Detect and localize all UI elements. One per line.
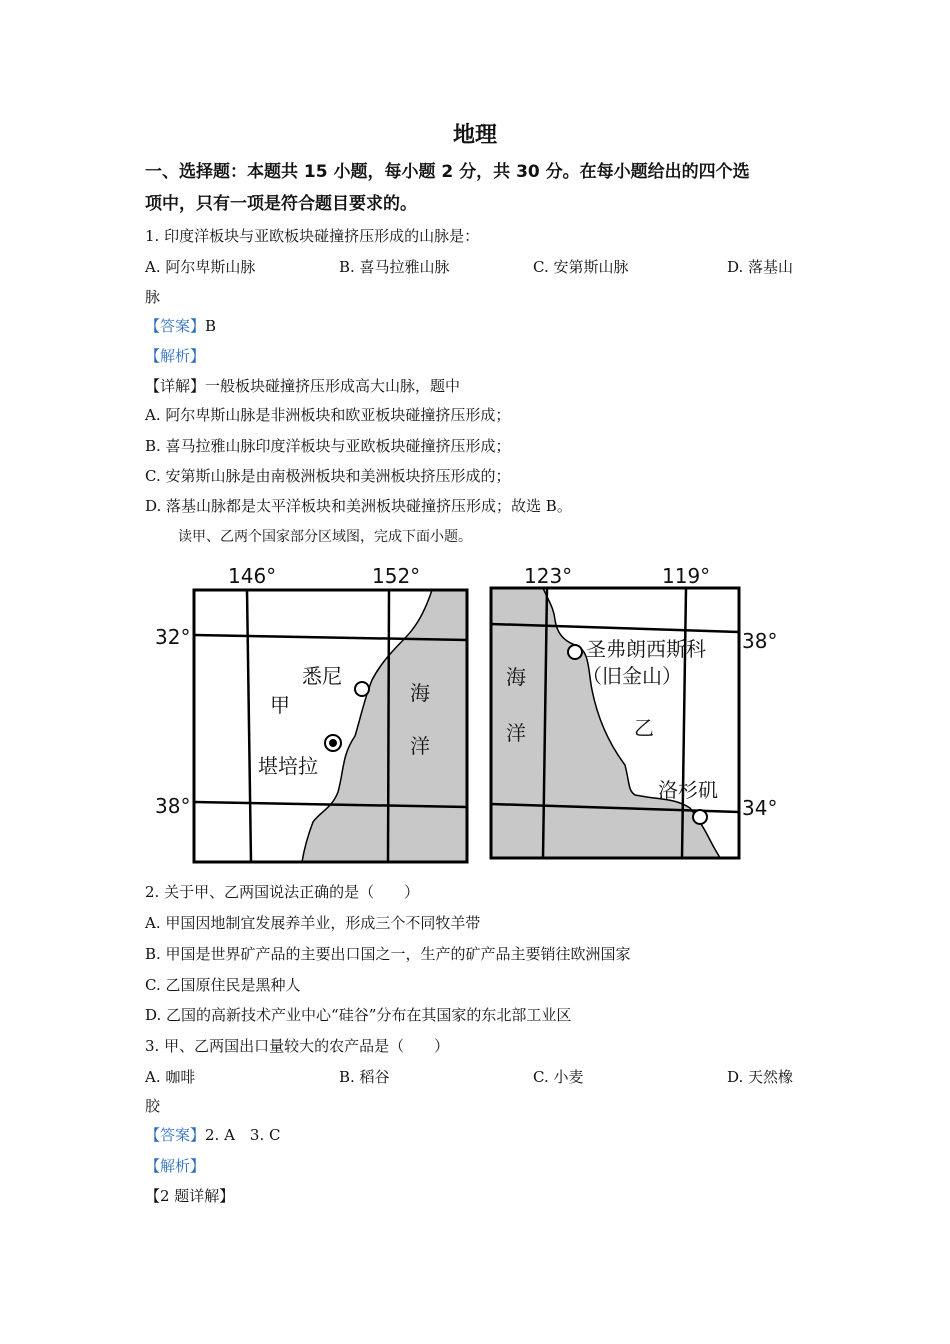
q3-option-a: A. 咖啡 [145,1068,196,1086]
city-sydney: 悉尼 [302,664,342,688]
q1-detail-4: D. 落基山脉都是太平洋板块和美洲板块碰撞挤压形成；故选 B。 [145,497,572,515]
q2-detail-tag: 【2 题详解】 [145,1187,235,1205]
map-figure [150,560,790,870]
q3-option-b: B. 稻谷 [339,1068,390,1086]
left-lat-32: 32° [155,625,191,649]
q2-option-c: C. 乙国原住民是黑种人 [145,976,301,994]
analysis-tag: 【解析】 [145,347,206,365]
map-svg [150,560,790,870]
country-yi: 乙 [634,716,654,740]
city-san-francisco: 圣弗朗西斯科 [586,637,706,661]
city-canberra: 堪培拉 [258,754,318,778]
q1-stem: 1. 印度洋板块与亚欧板块碰撞挤压形成的山脉是： [145,227,480,245]
answer-tag: 【答案】 [145,317,206,335]
q1-option-a: A. 阿尔卑斯山脉 [145,258,256,276]
left-ocean-char2: 洋 [410,734,430,758]
q1-detail-0: 【详解】一般板块碰撞挤压形成高大山脉，题中 [145,377,461,395]
q1-detail-2: B. 喜马拉雅山脉印度洋板块与亚欧板块碰撞挤压形成； [145,437,511,455]
left-ocean-char1: 海 [410,681,430,705]
left-lon-152: 152° [372,564,421,588]
q1-answer-line [145,316,216,336]
q2-option-b: B. 甲国是世界矿产品的主要出口国之一，生产的矿产品主要销往欧洲国家 [145,945,631,963]
q1-option-wrap: 脉 [145,288,161,306]
right-map [491,588,739,858]
left-map [194,590,467,862]
q2-option-a: A. 甲国因地制宜发展养羊业，形成三个不同牧羊带 [145,914,481,932]
country-jia: 甲 [270,693,290,717]
q2-stem: 2. 关于甲、乙两国说法正确的是（ ） [145,883,420,901]
q1-option-b: B. 喜马拉雅山脉 [339,258,450,276]
q1-detail-3: C. 安第斯山脉是由南极洲板块和美洲板块挤压形成的； [145,467,511,485]
q23-analysis-tag: 【解析】 [145,1157,206,1175]
section-heading-line2: 项中，只有一项是符合题目要求的。 [145,194,417,214]
q2-option-d: D. 乙国的高新技术产业中心“硅谷”分布在其国家的东北部工业区 [145,1006,572,1024]
q23-answer-line [145,1125,281,1145]
q1-answer: B [205,317,217,335]
page-title: 地理 [452,123,497,148]
q3-option-d: D. 天然橡 [727,1068,794,1086]
right-lon-119: 119° [662,564,711,588]
right-lon-123: 123° [524,564,573,588]
right-ocean-char2: 洋 [506,721,526,745]
city-san-francisco-alt: （旧金山） [582,664,682,688]
q3-option-wrap: 胶 [145,1097,161,1115]
q1-option-c: C. 安第斯山脉 [533,258,629,276]
q3-option-c: C. 小麦 [533,1068,584,1086]
q3-stem: 3. 甲、乙两国出口量较大的农产品是（ ） [145,1037,450,1055]
city-los-angeles: 洛杉矶 [658,778,718,802]
section-heading-line1: 一、选择题：本题共 15 小题，每小题 2 分，共 30 分。在每小题给出的四个选 [145,162,750,182]
right-ocean-char1: 海 [506,665,526,689]
q1-detail-1: A. 阿尔卑斯山脉是非洲板块和欧亚板块碰撞挤压形成； [145,406,511,424]
q23-answer: 2. A 3. C [205,1126,281,1144]
left-lon-146: 146° [228,564,277,588]
right-lat-38: 38° [742,629,778,653]
answer-tag: 【答案】 [145,1126,206,1144]
right-lat-34: 34° [742,796,778,820]
map-intro: 读甲、乙两个国家部分区域图，完成下面小题。 [178,529,472,545]
left-lat-38: 38° [155,794,191,818]
q1-option-d: D. 落基山 [727,258,794,276]
